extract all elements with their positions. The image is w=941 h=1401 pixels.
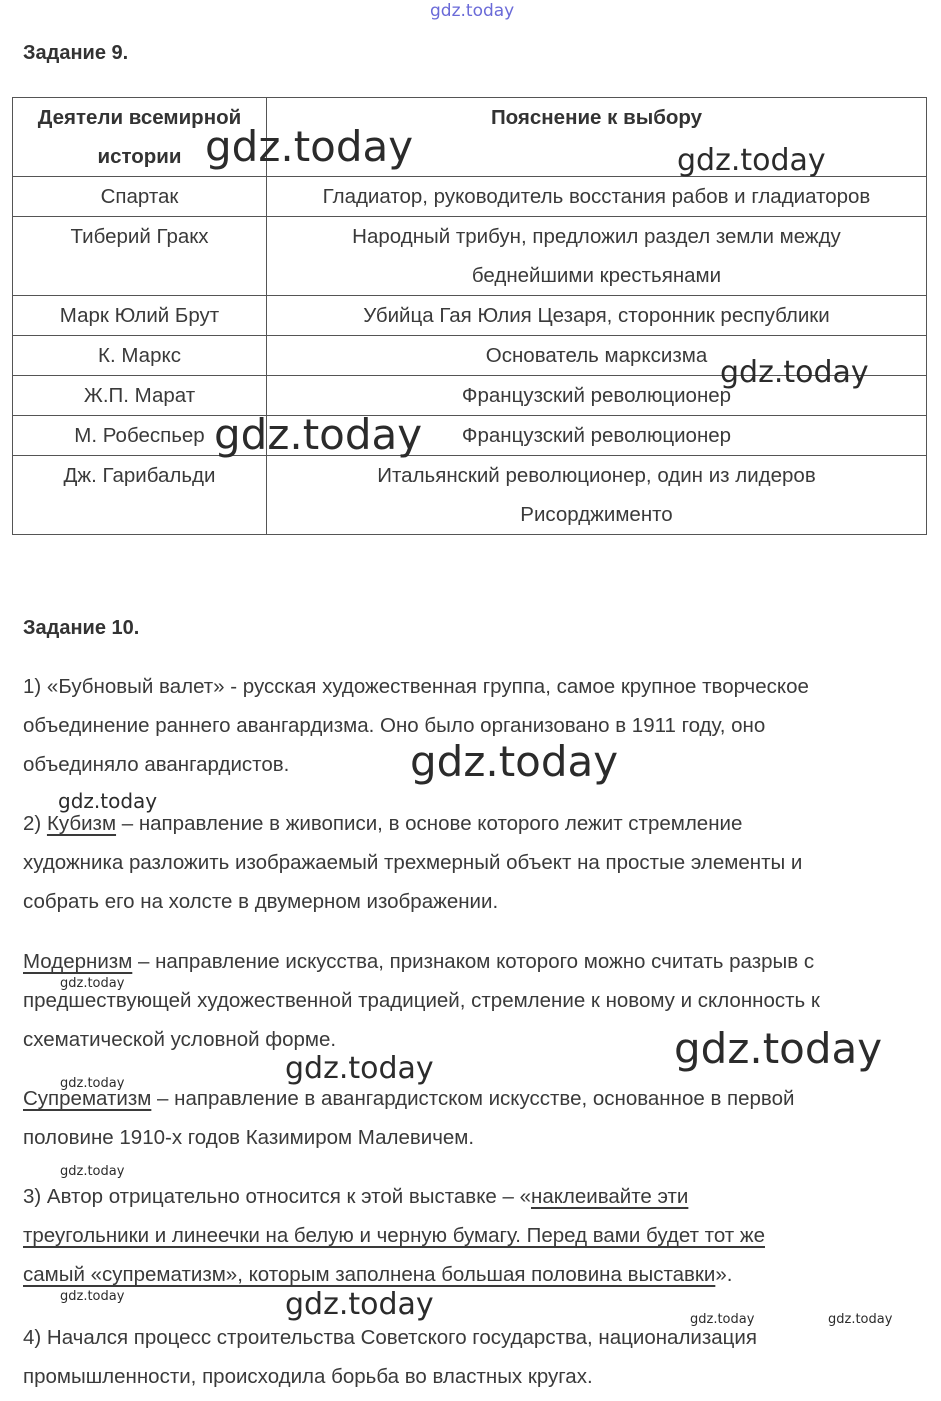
watermark: gdz.today xyxy=(690,1312,755,1327)
figure-name: Марк Юлий Брут xyxy=(13,296,267,336)
answer-4-line: промышленности, происходила борьба во властных кругах. xyxy=(23,1365,593,1388)
figure-explanation: Народный трибун, предложил раздел земли между беднейшими крестьянами xyxy=(267,217,927,296)
table-row xyxy=(13,177,927,217)
figure-explanation: Убийца Гая Юлия Цезаря, сторонник республики xyxy=(267,296,927,336)
answer-2-prefix: 2) xyxy=(23,812,47,835)
modernism-definition: схематической условной форме. xyxy=(23,1028,337,1051)
col2-header: Пояснение к выбору xyxy=(267,98,927,177)
answer-2-cubism xyxy=(23,804,923,921)
watermark: gdz.today xyxy=(58,789,158,813)
watermark: gdz.today xyxy=(60,1289,125,1304)
figure-name: Дж. Гарибальди xyxy=(13,456,267,535)
figure-name: К. Маркс xyxy=(13,336,267,376)
watermark: gdz.today xyxy=(720,355,869,390)
figure-name: Спартак xyxy=(13,177,267,217)
figure-explanation: Французский революционер xyxy=(267,376,927,416)
watermark: gdz.today xyxy=(677,143,826,178)
figure-explanation: Итальянский революционер, один из лидеров Рисорджименто xyxy=(267,456,927,535)
figure-name: Тиберий Гракх xyxy=(13,217,267,296)
figure-explanation: Гладиатор, руководитель восстания рабов и гладиаторов xyxy=(267,177,927,217)
watermark-top: gdz.today xyxy=(430,1,515,21)
suprematism-definition: половине 1910-х годов Казимиром Малевичем. xyxy=(23,1126,475,1149)
answer-2-suprematism xyxy=(23,1076,923,1157)
quote-close: ». xyxy=(715,1263,733,1286)
figure-explanation: Французский революционер xyxy=(267,416,927,456)
watermark: gdz.today xyxy=(60,1076,125,1091)
task10-heading: Задание 10. xyxy=(23,617,140,639)
term-modernism: Модернизм xyxy=(23,950,133,973)
term-suprematism: Супрематизм xyxy=(23,1087,152,1110)
watermark: gdz.today xyxy=(828,1312,893,1327)
watermark: gdz.today xyxy=(285,1051,434,1086)
term-cubism: Кубизм xyxy=(46,812,117,835)
figure-name: Ж.П. Марат xyxy=(13,376,267,416)
task9-heading: Задание 9. xyxy=(23,42,129,64)
cubism-definition: – направление в живописи, в основе которого лежит стремление xyxy=(116,812,743,835)
answer-4 xyxy=(23,1318,923,1396)
watermark: gdz.today xyxy=(285,1287,434,1322)
answer-3-prefix: 3) Автор отрицательно относится к этой выставке – « xyxy=(23,1185,531,1208)
answer-1-line: объединяло авангардистов. xyxy=(23,753,290,776)
figure-name: М. Робеспьер xyxy=(13,416,267,456)
answer-4-line: 4) Начался процесс строительства Советского государства, национализация xyxy=(23,1326,757,1349)
watermark: gdz.today xyxy=(60,1164,125,1179)
watermark: gdz.today xyxy=(410,737,619,786)
modernism-definition: – направление искусства, признаком которого можно считать разрыв с xyxy=(132,950,815,973)
table-row xyxy=(13,456,927,535)
watermark: gdz.today xyxy=(214,410,423,459)
suprematism-definition: – направление в авангардистском искусстве, основанное в первой xyxy=(151,1087,795,1110)
quote: наклеивайте эти xyxy=(531,1185,689,1208)
watermark: gdz.today xyxy=(674,1024,883,1073)
table-row xyxy=(13,217,927,296)
watermark: gdz.today xyxy=(60,976,125,991)
col1-header: Деятели всемирной истории xyxy=(13,98,267,177)
answer-3 xyxy=(23,1177,923,1294)
cubism-definition: художника разложить изображаемый трехмерный объект на простые элементы и xyxy=(23,851,803,874)
table-row xyxy=(13,416,927,456)
figure-explanation: Основатель марксизма xyxy=(267,336,927,376)
quote: треугольники и линеечки на белую и черную бумагу. Перед вами будет тот же xyxy=(23,1224,765,1247)
cubism-definition: собрать его на холсте в двумерном изображении. xyxy=(23,890,499,913)
quote: самый «супрематизм», которым заполнена большая половина выставки xyxy=(23,1263,716,1286)
answer-1-line: объединение раннего авангардизма. Оно было организовано в 1911 году, оно xyxy=(23,714,766,737)
watermark: gdz.today xyxy=(205,122,414,171)
modernism-definition: предшествующей художественной традицией, стремление к новому и склонность к xyxy=(23,989,820,1012)
table-row xyxy=(13,296,927,336)
answer-1-line: 1) «Бубновый валет» - русская художественная группа, самое крупное творческое xyxy=(23,675,809,698)
